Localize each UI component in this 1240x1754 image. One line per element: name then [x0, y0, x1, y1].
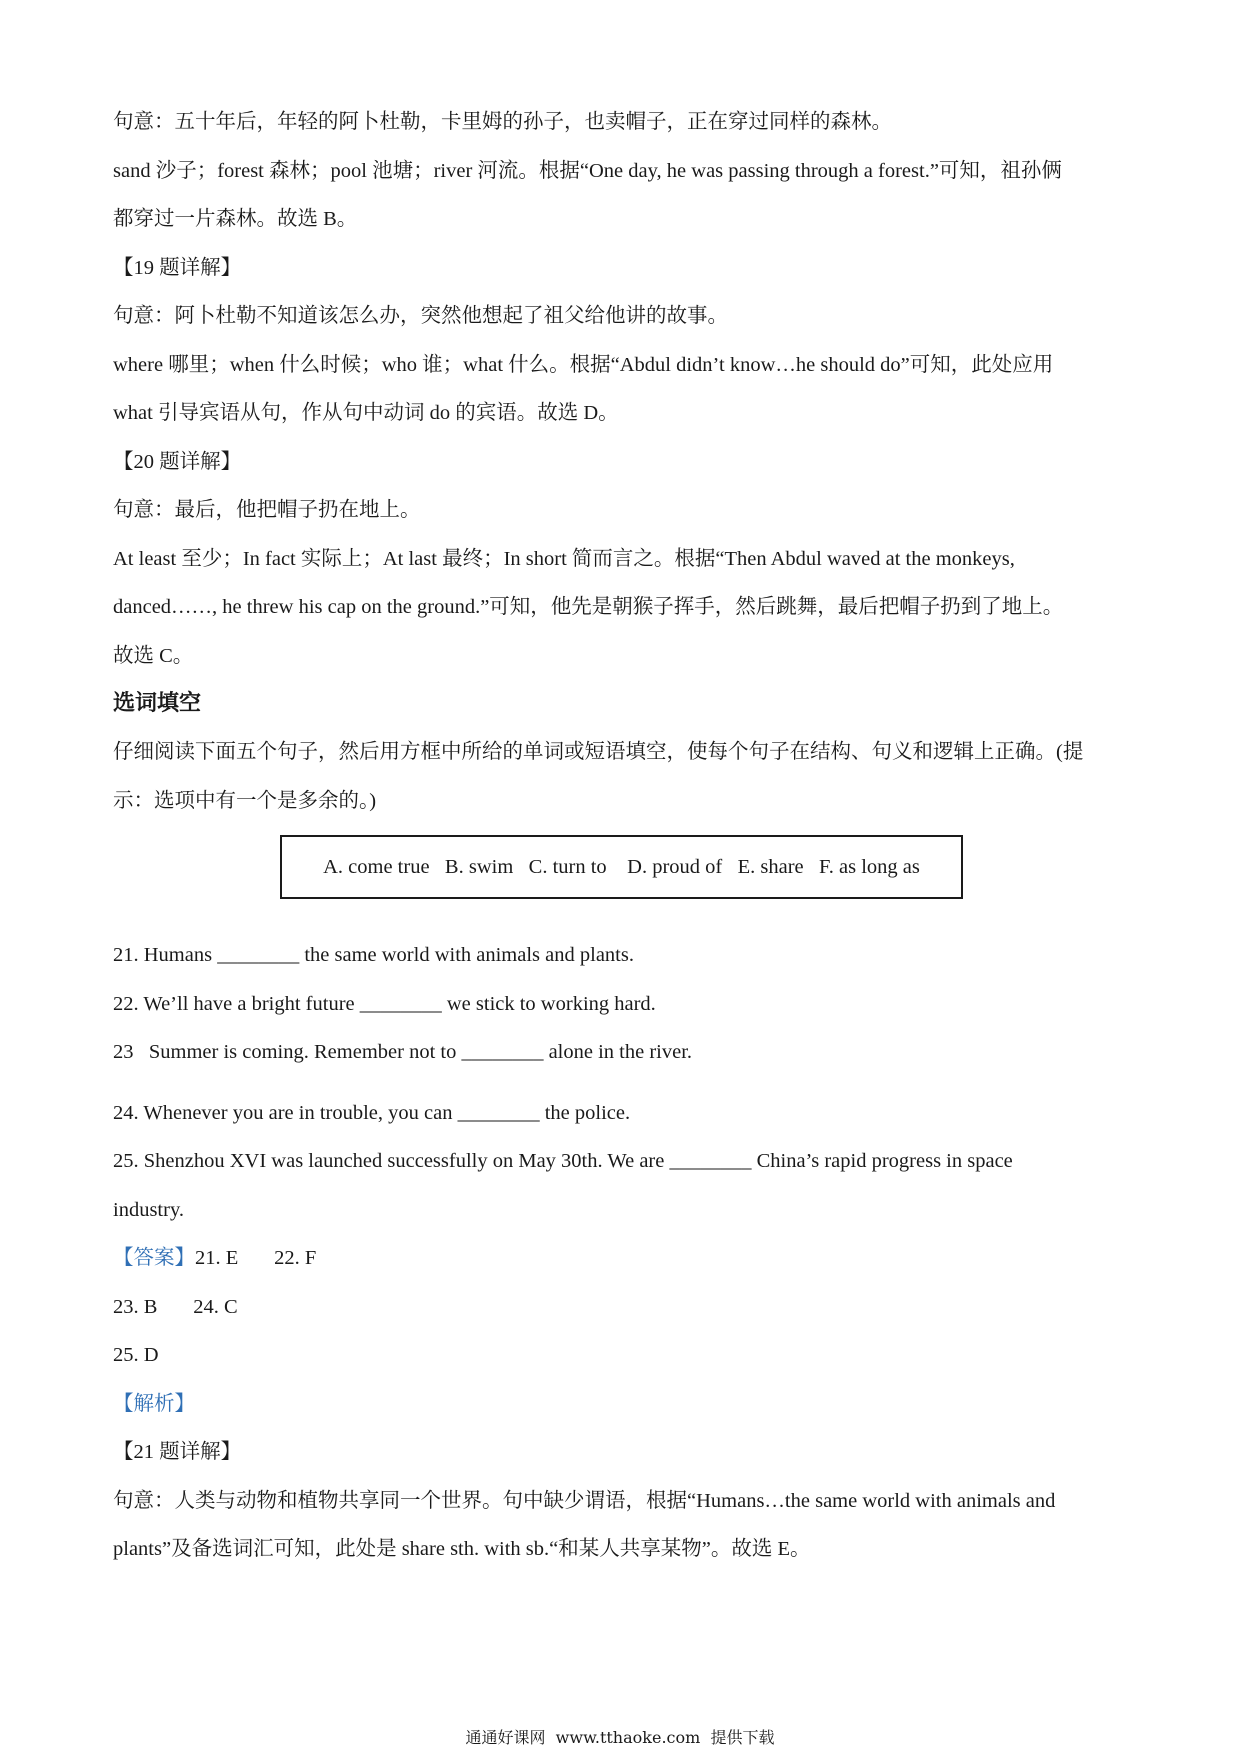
- detail-heading-21: 【21 题详解】: [113, 1441, 242, 1463]
- text-line: plants”及备选词汇可知，此处是 share sth. with sb.“和某人共享某物”。故选 E。: [113, 1538, 811, 1560]
- question-23: 23 Summer is coming. Remember not to ________ alone in the river.: [113, 1041, 693, 1063]
- instruction-line: 仔细阅读下面五个句子，然后用方框中所给的单词或短语填空，使每个句子在结构、句义和逻辑上正确。(提: [113, 741, 1084, 763]
- text-line: 句意：五十年后，年轻的阿卜杜勒，卡里姆的孙子，也卖帽子，正在穿过同样的森林。: [113, 111, 892, 133]
- spacer: [113, 1077, 1143, 1089]
- text-line: 句意：阿卜杜勒不知道该怎么办，突然他想起了祖父给他讲的故事。: [113, 305, 728, 327]
- options-box-container: [113, 825, 1143, 909]
- answer-line: [113, 1234, 1143, 1283]
- text-line: 句意：人类与动物和植物共享同一个世界。句中缺少谓语，根据“Humans…the same world with animals and: [113, 1489, 1056, 1512]
- question-25-cont: industry.: [113, 1198, 184, 1221]
- text-line: 句意：最后，他把帽子扔在地上。: [113, 499, 421, 521]
- answer-line: 23. B 24. C: [113, 1295, 238, 1318]
- answer-label: 【答案】: [113, 1247, 195, 1269]
- word-options-box: A. come true B. swim C. turn to D. proud of E. share F. as long as: [280, 835, 963, 899]
- answer-line: 25. D: [113, 1344, 159, 1366]
- text-line: 都穿过一片森林。故选 B。: [113, 208, 358, 230]
- question-22: 22. We’ll have a bright future ________ we stick to working hard.: [113, 992, 656, 1015]
- page-footer: 通通好课网 www.tthaoke.com 提供下载: [465, 1728, 775, 1747]
- text-line: what 引导宾语从句，作从句中动词 do 的宾语。故选 D。: [113, 402, 619, 424]
- text-line: danced……, he threw his cap on the ground.”可知，他先是朝猴子挥手，然后跳舞，最后把帽子扔到了地上。: [113, 596, 1064, 618]
- document-body: [113, 98, 1143, 1574]
- analysis-label: 【解析】: [113, 1392, 195, 1415]
- text-line: At least 至少；In fact 实际上；At last 最终；In short 简而言之。根据“Then Abdul waved at the monkeys,: [113, 547, 1015, 570]
- section-heading: 选词填空: [113, 691, 202, 716]
- question-25: 25. Shenzhou XVI was launched successfully on May 30th. We are ________ China’s rapid progress in space: [113, 1150, 1013, 1172]
- text-line: where 哪里；when 什么时候；who 谁；what 什么。根据“Abdul didn’t know…he should do”可知，此处应用: [113, 353, 1054, 376]
- question-24: 24. Whenever you are in trouble, you can ________ the police.: [113, 1101, 631, 1124]
- detail-heading-19: 【19 题详解】: [113, 256, 242, 279]
- spacer: [113, 909, 1143, 931]
- detail-heading-20: 【20 题详解】: [113, 450, 242, 473]
- text-line: 故选 C。: [113, 644, 194, 667]
- question-21: 21. Humans ________ the same world with animals and plants.: [113, 944, 634, 966]
- instruction-line: 示：选项中有一个是多余的。): [113, 789, 377, 812]
- answer-values: 21. E 22. F: [195, 1247, 317, 1269]
- text-line: sand 沙子；forest 森林；pool 池塘；river 河流。根据“One day, he was passing through a forest.”可知，祖孙俩: [113, 159, 1062, 182]
